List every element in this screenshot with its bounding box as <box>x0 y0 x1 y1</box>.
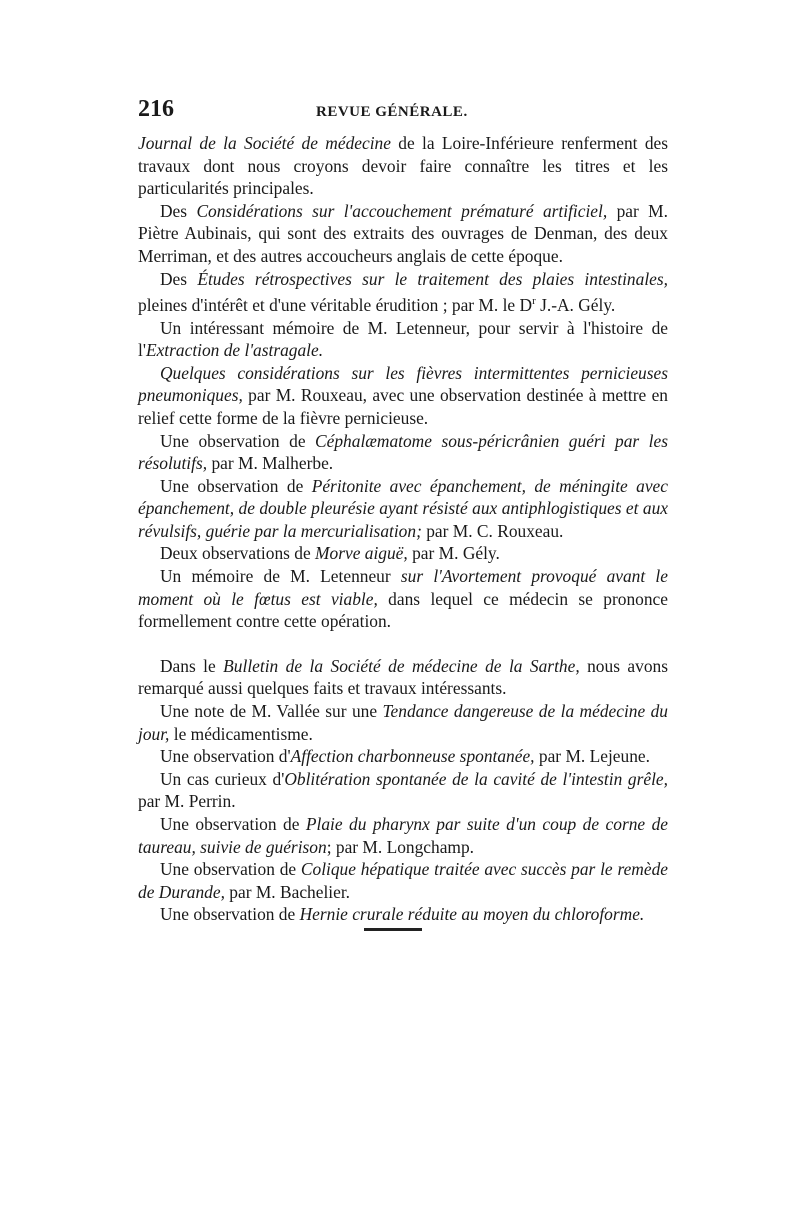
italic-segment: sur l'Avortement provoqué avant le moment où le fœtus est viable, <box>138 566 668 609</box>
paragraph <box>138 813 668 858</box>
text-segment: le médicamentisme. <box>169 723 313 744</box>
text-segment: par M. Piètre Aubinais, qui sont des extraits des ouvrages de Denman, des deux Merriman, et des autres accoucheurs anglais de cette époque. <box>138 200 668 266</box>
italic-segment: Études rétrospectives sur le traitement des plaies intestinales, <box>197 268 668 289</box>
italic-segment: Oblitération spontanée de la cavité de l'intestin grêle, <box>284 768 668 789</box>
paragraph <box>138 858 668 903</box>
paragraph <box>138 768 668 813</box>
paragraph <box>138 475 668 543</box>
page-header <box>138 92 668 132</box>
text-segment: pleines d'intérêt et d'une véritable érudition ; par M. le D <box>138 294 533 315</box>
running-title: REVUE GÉNÉRALE. <box>316 104 468 120</box>
italic-segment: Considérations sur l'accouchement prématuré artificiel, <box>196 200 608 221</box>
page <box>138 92 668 931</box>
italic-segment: Quelques considérations sur les fièvres intermittentes pernicieuses pneumoniques, <box>138 362 668 406</box>
italic-segment: Hernie crurale réduite au moyen du chloroforme. <box>299 904 645 925</box>
italic-segment: Plaie du pharynx par suite d'un coup de corne de taureau, suivie de guérison <box>138 814 668 857</box>
italic-segment: Affection charbonneuse spontanée, <box>290 746 535 767</box>
paragraph <box>138 268 668 317</box>
text-segment: Des <box>160 268 198 289</box>
text-segment: ; par M. Longchamp. <box>326 836 475 857</box>
text-segment: Dans le <box>160 655 224 676</box>
text-segment: Une observation de <box>160 814 306 835</box>
text-segment: Des <box>160 200 197 221</box>
italic-segment: Morve aiguë, <box>315 543 408 564</box>
paragraph <box>138 317 668 362</box>
text-segment: nous avons remarqué aussi quelques faits et travaux intéressants. <box>138 655 668 699</box>
italic-segment: Extraction de l'astragale. <box>145 340 324 361</box>
paragraph <box>138 200 668 268</box>
text-segment: de la Loire-Inférieure renferment des travaux dont nous croyons devoir faire connaître les titres et les particularités principales. <box>138 133 668 199</box>
text-segment: Une observation de <box>160 430 316 451</box>
italic-segment: Céphalæmatome sous-péricrânien guéri par les résolutifs, <box>138 430 668 474</box>
italic-segment: Colique hépatique traitée avec succès par le remède de Durande, <box>138 859 668 902</box>
paragraph <box>138 430 668 475</box>
text-segment: par M. Gély. <box>407 543 500 564</box>
text-segment: par M. Bachelier. <box>224 881 351 902</box>
text-segment: Une observation de <box>160 475 312 496</box>
text-segment: par M. Perrin. <box>138 791 236 812</box>
italic-segment: Bulletin de la Société de médecine de la Sarthe, <box>223 655 580 676</box>
text-segment: dans lequel ce médecin se prononce formellement contre cette opération. <box>138 588 668 632</box>
text-segment: Deux observations de <box>160 543 316 564</box>
paragraph <box>138 745 668 768</box>
paragraph <box>138 132 668 200</box>
text-segment: par M. Malherbe. <box>207 453 334 474</box>
paragraph <box>138 700 668 745</box>
paragraph <box>138 903 668 926</box>
text-segment: J.-A. Gély. <box>535 294 616 315</box>
text-segment: par M. Lejeune. <box>534 746 650 767</box>
italic-segment: Péritonite avec épanchement, de méningite avec épanchement, de double pleurésie ayant résisté aux antiphlogistiques et aux révulsifs, guérie par la mercurialisation; <box>138 475 668 541</box>
text-segment: Un mémoire de M. Letenneur <box>160 566 401 587</box>
text-segment: Un intéressant mémoire de M. Letenneur, pour servir à l'histoire de l' <box>138 317 668 361</box>
text-segment: Une note de M. Vallée sur une <box>160 701 383 722</box>
paragraph <box>138 655 668 700</box>
text-segment: r <box>532 295 536 308</box>
text-segment: par M. C. Rouxeau. <box>421 520 564 541</box>
text-segment: par M. Rouxeau, avec une observation destinée à mettre en relief cette forme de la fièvre pernicieuse. <box>138 385 668 428</box>
text-segment: Une observation d' <box>160 746 291 767</box>
paragraph <box>138 362 668 430</box>
italic-segment: Tendance dangereuse de la médecine du jour, <box>138 701 669 744</box>
page-number: 216 <box>138 96 174 122</box>
paragraph <box>138 565 668 633</box>
body-text <box>138 132 668 926</box>
text-segment: Une observation de <box>160 904 300 925</box>
paragraph <box>138 542 668 565</box>
text-segment: Une observation de <box>160 859 301 880</box>
end-rule <box>364 928 422 931</box>
text-segment: Un cas curieux d' <box>160 768 285 789</box>
italic-segment: Journal de la Société de médecine <box>138 133 391 153</box>
